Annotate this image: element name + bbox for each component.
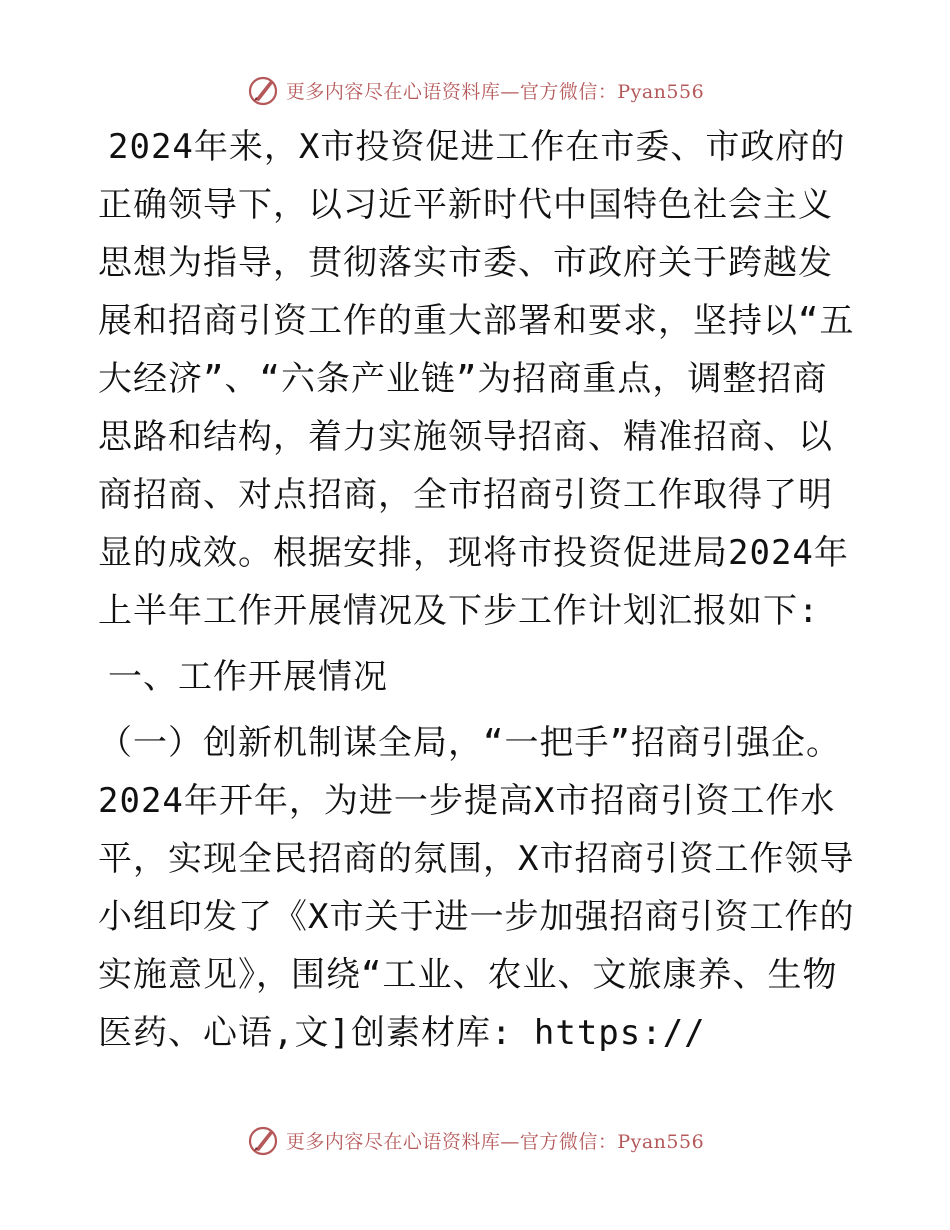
red-quill-logo-icon <box>246 73 280 107</box>
paragraph-section-one: （一）创新机制谋全局，“一把手”招商引强企。2024年开年，为进一步提高X市招商引资工作水平，实现全民招商的氛围，X市招商引资工作领导小组印发了《X市关于进一步加强招商引资工作的实施意见》，围绕“工业、农业、文旅康养、生物医药、心语,文]创素材库: https:// <box>98 723 855 1053</box>
watermark-text: 更多内容尽在心语资料库—官方微信：Pyan556 <box>285 1130 705 1153</box>
paragraph-intro: 2024年来，X市投资促进工作在市委、市政府的正确领导下，以习近平新时代中国特色社会主义思想为指导，贯彻落实市委、市政府关于跨越发展和招商引资工作的重大部署和要求，坚持以“五大经济”、“六条产业链”为招商重点，调整招商思路和结构，着力实施领导招商、精准招商、以商招商、对点招商，全市招商引资工作取得了明显的成效。根据安排，现将市投资促进局2024年上半年工作开展情况及下步工作计划汇报如下: <box>98 127 855 631</box>
section-heading: 一、工作开展情况 <box>108 657 388 697</box>
red-quill-logo-icon <box>246 1123 280 1157</box>
watermark-text: 更多内容尽在心语资料库—官方微信：Pyan556 <box>285 80 705 103</box>
footer-watermark-banner <box>0 1118 950 1162</box>
document-body <box>98 118 858 1062</box>
header-watermark-banner <box>0 68 950 112</box>
